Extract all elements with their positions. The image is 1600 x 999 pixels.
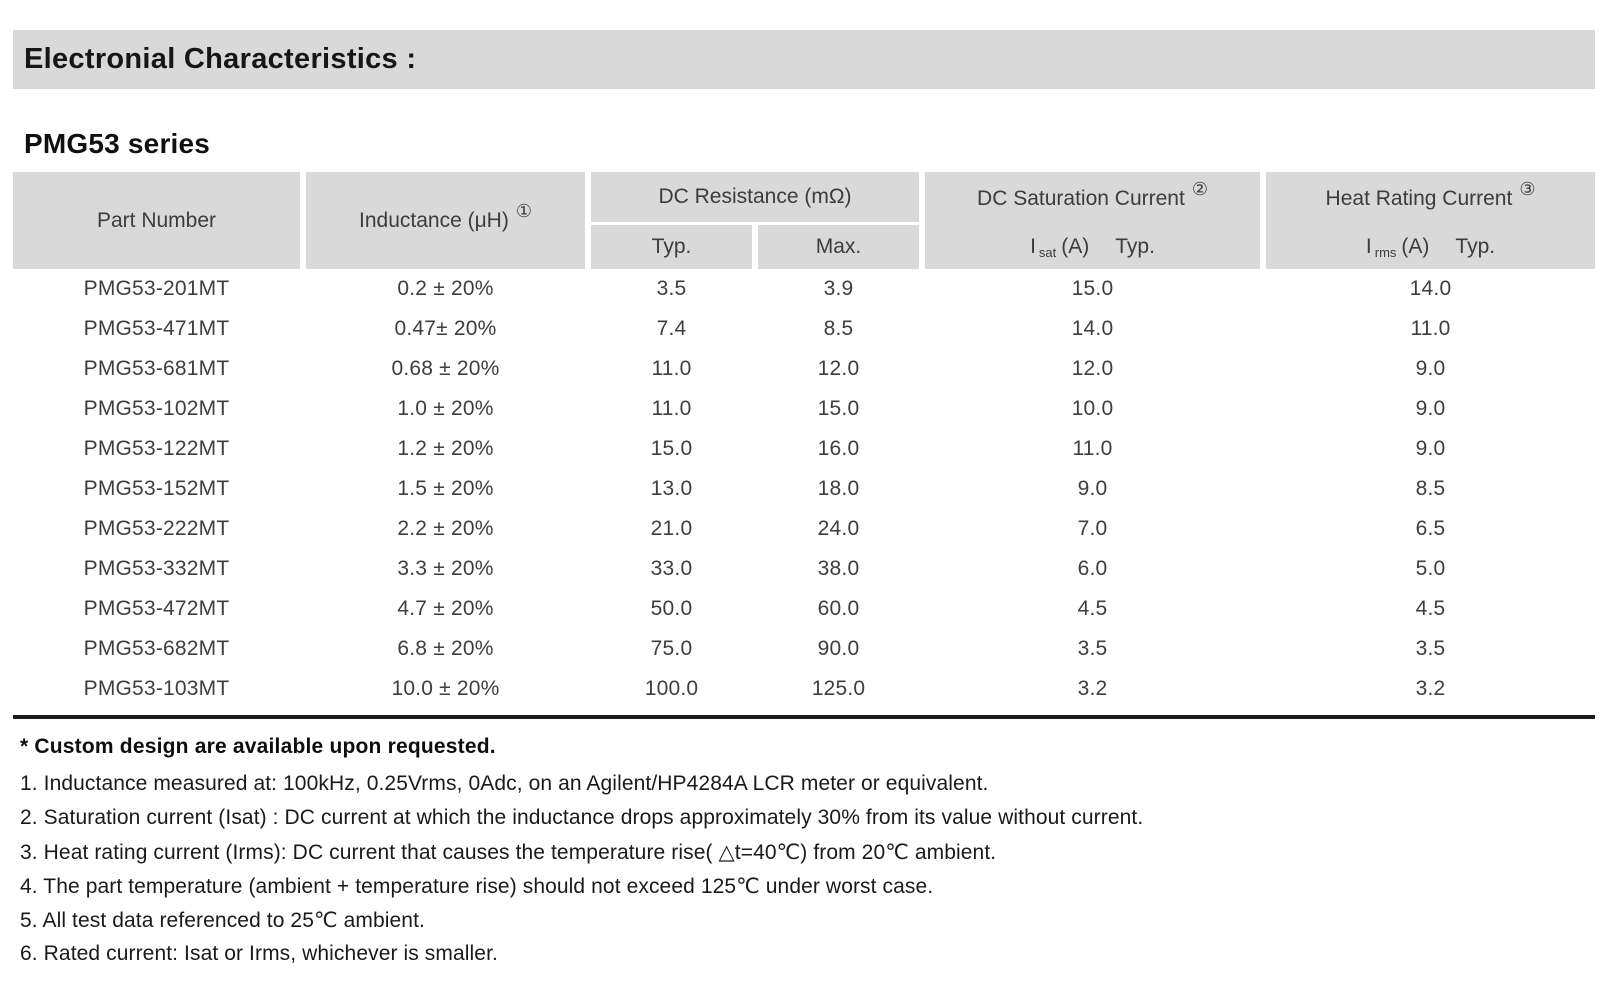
- table-cell: 9.0: [1415, 437, 1446, 460]
- saturation-current-label: DC Saturation Current: [977, 186, 1185, 210]
- table-cell: 8.5: [1415, 477, 1446, 500]
- table-cell: PMG53-222MT: [83, 517, 230, 540]
- table-cell: 4.7 ± 20%: [397, 597, 494, 620]
- table-cell: 0.47± 20%: [394, 317, 497, 340]
- table-cell: 10.0: [1071, 397, 1114, 420]
- saturation-current-title: [925, 172, 1260, 225]
- saturation-current-subheader: [925, 225, 1260, 269]
- isat-unit: (A): [1061, 235, 1090, 258]
- isat-typ-label: Typ.: [1115, 235, 1155, 258]
- table-cell: 12.0: [1071, 357, 1114, 380]
- col-header-dc-resistance: DC Resistance (mΩ): [591, 172, 919, 222]
- col-header-inductance: [306, 172, 585, 269]
- table-cell: 3.5: [1415, 637, 1446, 660]
- table-row: [13, 269, 1595, 309]
- table-cell: 6.8 ± 20%: [397, 637, 494, 660]
- table-cell: PMG53-122MT: [83, 437, 230, 460]
- table-cell: 33.0: [650, 557, 693, 580]
- series-title: PMG53 series: [24, 128, 211, 159]
- table-cell: 0.2 ± 20%: [397, 277, 494, 300]
- table-cell: 15.0: [650, 437, 693, 460]
- table-cell: 3.5: [656, 277, 687, 300]
- footnote-ref-2: ②: [1191, 179, 1208, 199]
- table-cell: PMG53-681MT: [83, 357, 230, 380]
- footnote: 3. Heat rating current (Irms): DC current that causes the temperature rise( △t=40℃) from 20℃ ambient.: [20, 840, 997, 864]
- table-cell: 50.0: [650, 597, 693, 620]
- table-row: [13, 429, 1595, 469]
- table-cell: 21.0: [650, 517, 693, 540]
- table-row: [13, 509, 1595, 549]
- footnotes: [20, 727, 1143, 971]
- table-cell: 38.0: [817, 557, 860, 580]
- table-bottom-rule: [13, 715, 1595, 719]
- table-cell: 16.0: [817, 437, 860, 460]
- table-cell: 9.0: [1415, 397, 1446, 420]
- section-title-bar: [13, 30, 1595, 89]
- table-cell: 4.5: [1077, 597, 1108, 620]
- col-header-part-number: Part Number: [13, 172, 300, 269]
- heat-rating-subheader: [1266, 225, 1595, 269]
- table-cell: PMG53-152MT: [83, 477, 230, 500]
- irms-subscript: rms: [1374, 244, 1397, 260]
- table-cell: 24.0: [817, 517, 860, 540]
- table-cell: 7.0: [1077, 517, 1108, 540]
- table-cell: PMG53-472MT: [83, 597, 230, 620]
- table-cell: 60.0: [817, 597, 860, 620]
- table-cell: 15.0: [817, 397, 860, 420]
- table-cell: 6.5: [1415, 517, 1446, 540]
- footnote: 4. The part temperature (ambient + temperature rise) should not exceed 125℃ under worst case.: [20, 874, 934, 898]
- col-header-dc-resistance-group: [591, 172, 919, 269]
- table-cell: 3.2: [1415, 677, 1446, 700]
- col-header-heat-rating-current: [1266, 172, 1595, 269]
- footnote-ref-1: ①: [515, 201, 532, 221]
- table-cell: 3.3 ± 20%: [397, 557, 494, 580]
- table-row: [13, 389, 1595, 429]
- heat-rating-title: [1266, 172, 1595, 225]
- table-cell: 11.0: [1410, 317, 1451, 340]
- table-cell: 13.0: [650, 477, 693, 500]
- table-cell: PMG53-332MT: [83, 557, 230, 580]
- custom-design-note: * Custom design are available upon requested.: [20, 735, 496, 758]
- table-row: [13, 309, 1595, 349]
- col-header-max: Max.: [758, 225, 919, 269]
- table-cell: 12.0: [817, 357, 860, 380]
- table-cell: PMG53-471MT: [83, 317, 230, 340]
- table-row: [13, 629, 1595, 669]
- footnote: 1. Inductance measured at: 100kHz, 0.25Vrms, 0Adc, on an Agilent/HP4284A LCR meter or equivalent.: [20, 772, 989, 795]
- table-cell: 5.0: [1415, 557, 1446, 580]
- irms-symbol: I: [1365, 235, 1372, 258]
- table-cell: 11.0: [1072, 437, 1113, 460]
- table-row: [13, 349, 1595, 389]
- heat-rating-label: Heat Rating Current: [1325, 186, 1513, 210]
- table-cell: 1.5 ± 20%: [397, 477, 494, 500]
- table-cell: 10.0 ± 20%: [391, 677, 500, 700]
- table-cell: 1.0 ± 20%: [397, 397, 494, 420]
- table-cell: 3.5: [1077, 637, 1108, 660]
- table-cell: 9.0: [1415, 357, 1446, 380]
- table-cell: 11.0: [651, 397, 692, 420]
- table-cell: 125.0: [811, 677, 866, 700]
- characteristics-table: [13, 172, 1595, 719]
- table-cell: 14.0: [1409, 277, 1452, 300]
- table-cell: 7.4: [656, 317, 687, 340]
- table-cell: 9.0: [1077, 477, 1108, 500]
- table-cell: 2.2 ± 20%: [397, 517, 494, 540]
- table-header: [13, 172, 1595, 269]
- isat-subscript: sat: [1038, 244, 1057, 260]
- table-cell: PMG53-103MT: [83, 677, 230, 700]
- table-row: [13, 669, 1595, 709]
- footnote-list: [20, 767, 1143, 971]
- table-row: [13, 469, 1595, 509]
- footnote-ref-3: ③: [1519, 179, 1536, 199]
- table-cell: 11.0: [651, 357, 692, 380]
- table-cell: 18.0: [817, 477, 860, 500]
- dc-resistance-subheader: [591, 225, 919, 269]
- table-cell: PMG53-201MT: [83, 277, 230, 300]
- irms-unit: (A): [1401, 235, 1430, 258]
- footnote: 2. Saturation current (Isat) : DC current at which the inductance drops approximately 30% from its value without current.: [20, 806, 1144, 829]
- table-row: [13, 589, 1595, 629]
- table-cell: 75.0: [650, 637, 693, 660]
- table-cell: 90.0: [817, 637, 860, 660]
- table-cell: 0.68 ± 20%: [391, 357, 500, 380]
- table-cell: 1.2 ± 20%: [397, 437, 494, 460]
- section-title: Electronial Characteristics :: [24, 43, 417, 75]
- table-cell: 100.0: [644, 677, 699, 700]
- col-header-typ: Typ.: [591, 225, 752, 269]
- table-cell: 15.0: [1071, 277, 1114, 300]
- table-cell: PMG53-682MT: [83, 637, 230, 660]
- isat-symbol: I: [1030, 235, 1036, 258]
- table-body: [13, 269, 1595, 709]
- table-cell: 14.0: [1071, 317, 1114, 340]
- irms-typ-label: Typ.: [1455, 235, 1496, 258]
- footnote: 6. Rated current: Isat or Irms, whichever is smaller.: [20, 942, 498, 965]
- table-cell: 4.5: [1415, 597, 1446, 620]
- table-cell: 3.2: [1077, 677, 1108, 700]
- table-cell: 3.9: [823, 277, 854, 300]
- table-cell: 6.0: [1077, 557, 1108, 580]
- inductance-label: Inductance (μH): [359, 208, 509, 232]
- table-cell: 8.5: [823, 317, 854, 340]
- footnote: 5. All test data referenced to 25℃ ambient.: [20, 908, 425, 932]
- table-cell: PMG53-102MT: [83, 397, 230, 420]
- col-header-saturation-current: [925, 172, 1260, 269]
- table-row: [13, 549, 1595, 589]
